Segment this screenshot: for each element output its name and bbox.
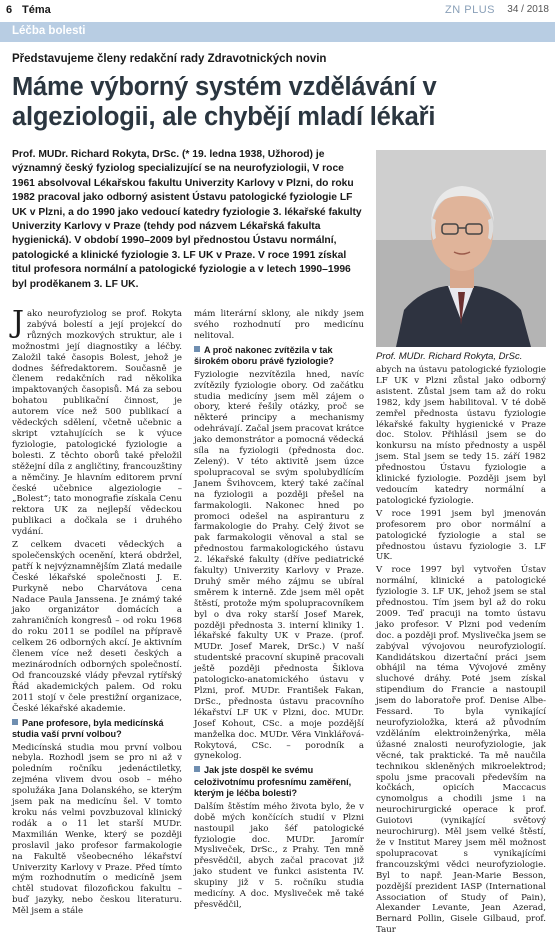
paragraph-text: ako neurofyziolog se prof. Rokyta zabývá bolestí a její projekcí do různých mozkových struktur, ale i možnostmi její diagnostiky a léčby. Založil také časopis Bolest, jehož je dodnes šéfredaktorem. Současně je členem redakčních rad několika impaktovaných časopisů. Má za sebou bohatou publikační činnost, je autorem více než 500 publikací a vědeckých sdělení, včetně učebnic a skript vztahujících se k výuce fyziologie, patologické fyziologie a bolesti. Z těchto oborů také přeložil stěžejní díla z angličtiny, francouzštiny a němčiny. Je hlavním editorem první české učebnice algeziologie – „Bolest“; tato monografie získala Cenu rektora UK za nejlepší vědeckou publikaci a dočkala se i druhého vydání. bbox=[12, 309, 182, 538]
paragraph: Z celkem dvaceti vědeckých a společenských ocenění, která obdržel, patří k nejvýznamnějším Zlatá medaile České lékařské společnosti J. E. Purkyně nebo Charvátova cena Nadace Paula Janssena. Je známý také jako organizátor domácích a zahraničních kongresů – od roku 1968 do roku 2011 se podílel na přípravě celkem 26 odborných akcí. Je aktivním členem více než deseti českých a mezinárodních odborných společností. Od francouzské vlády převzal rytířský Řád akademických palem. Od roku 2011 stojí v čele prestižní organizace, České lékařské akademie. bbox=[12, 540, 182, 714]
paragraph: mám literární sklony, ale nikdy jsem svého rozhodnutí pro medicínu nelitoval. bbox=[194, 309, 364, 341]
paragraph bbox=[12, 305, 182, 538]
square-bullet-icon bbox=[12, 719, 18, 725]
paragraph: Dalším štěstím mého života bylo, že v době mých končících studií v Plzni nastoupil jako šéf patologické fyziologie doc. MUDr. Jaromír Mysliveček, DrSc., z Prahy. Ten mně přesvědčil, abych začal pracovat již jako student ve funkci asistenta IV. skupiny již v 5. ročníku studia medicíny. A doc. Mysliveček mě také přesvědčil, bbox=[194, 801, 364, 910]
portrait-illustration bbox=[376, 150, 546, 347]
paragraph: abych na ústavu patologické fyziologie LF UK v Plzni zůstal jako odborný asistent. Zůstal jsem tam až do roku 1982, kdy jsem habilitoval. V té době zemřel přednosta ústavu fyziologie lékařské fakulty hygienické v Praze doc. Stolov. Přihlásil jsem se do konkursu na místo přednosty a uspěl jsem. Stal jsem se tedy 15. září 1982 přednostou Ústavu fyziologie a klinické fyziologie. Později jsem byl vedoucím katedry normální a patologické fyziologie. bbox=[376, 365, 546, 506]
page-number: 6 bbox=[6, 4, 13, 16]
photo-caption: Prof. MUDr. Richard Rokyta, DrSc. bbox=[376, 351, 523, 362]
paragraph: Medicínská studia mou první volbou nebyla. Rozhodl jsem se pro ni až v poledním ročníku jedenáctiletky, zejména vlivem dvou osob – mého spolužáka Jana Dolanského, se kterým jsem pak na medicínu šel. V tomto kroku nás velmi povzbuzoval klinický rodák a o 11 let starší MUDr. Maxmilián Wenke, který se později proslavil jako profesor farmakologie na Fakultě všeobecného lékařství Univerzity Karlovy v Praze. Před tímto mým rozhodnutím o medicíně jsem chtěl studovat filozofickou fakultu – buď jazyky, nebo českou literaturu. Měl jsem a stále bbox=[12, 742, 182, 917]
article-column-2 bbox=[194, 309, 364, 910]
question-text: Pane profesore, byla medicínská studia vaší první volbou? bbox=[12, 717, 164, 740]
interview-question bbox=[12, 718, 182, 741]
question-text: Jak jste dospěl ke svému celoživotnímu profesnímu zaměření, kterým je léčba bolesti? bbox=[194, 765, 352, 799]
article-column-3 bbox=[376, 365, 546, 936]
rubric-bar bbox=[0, 22, 555, 42]
paragraph: V roce 1991 jsem byl jmenován profesorem pro obor normální a patologické fyziologie a stal se přednostou ústavu fyziologie 3. LF UK. bbox=[376, 508, 546, 563]
paragraph: Fyziologie nezvítězila hned, navíc zvítězily fyziologie obory. Od začátku studia medicíny jsem měl zájem o obory, které řešily otázky, proč se některé principy a mechanismy odehrávají. Začal jsem pracovat krátce jako demonstrátor a pomocná vědecká síla na fyziologii (přednosta doc. Zelený). V této aktivitě jsem úzce spolupracoval se svým spolubydlícím Janem Švihovcem, který také začínal na fyziologii a později přešel na farmakologii. Nakonec hned po promoci odešel na aspiranturu z farmakologie do Prahy. Celý život se pak farmakologii věnoval a stal se přednostou farmakologického ústavu 2. lékařské fakulty (dříve pediatrické fakulty) Univerzity Karlovy v Praze. Druhý směr mého zájmu se ubíral směrem k interně. Zde jsem měl opět štěstí, protože mým spolupracovníkem byl o dva roky starší Josef Marek, později přednosta 3. interní kliniky 1. lékařské fakulty UK v Praze. (prof. MUDr. Josef Marek, DrSc.) V naší studentské pracovní skupině pracovali ještě později přednosta Šiklova patologicko-anatomického ústavu v Plzni, prof. MUDr. František Fakan, DrSc., přednosta ústavu pracovního lékařství LF UK v Plzni, doc. MUDr. Josef Kohout, CSc. a moje pozdější manželka doc. MUDr. Věra Vinklářová-Rokytová, CSc. – porodník a gynekolog. bbox=[194, 369, 364, 762]
magazine-name: ZN PLUS bbox=[445, 4, 495, 16]
drop-cap: J bbox=[12, 305, 25, 340]
interview-question bbox=[194, 345, 364, 368]
paragraph: V roce 1997 byl vytvořen Ústav normální, klinické a patologické fyziologie 3. LF UK, jehož jsem se stal přednostou. Tím jsem byl až do roku 2009. Teď pracuji na tomto ústavu jako profesor. V Plzni pod vedením doc. a později prof. Myslivečka jsem se zabýval vývojovou neurofyziologií. Kandidátskou dizertační práci jsem obhájil na téma Vývojové změny sluchové dráhy. Poté jsem získal stipendium do Francie a nastoupil jsem do laboratoře prof. Denise Albe-Fessard. To byla vynikající neurofyzioložka, která až původním vzděláním elektroinženýrka, měla úžasné znalosti neurofyziologie, jak věcné, tak praktické. Ta mě naučila technikou skleněných mikroelektrod; spolu jsme pracovali především na kočkách, opicích Maccacus cynomolgus a chodili jsme i na neurochirurgické operace k prof. Guiotovi (vynikající světový neurochirurg). Měl jsem velké štěstí, že v Institut Marey jsem měl možnost spolupracovat s vynikajícími francouzskými vědci neurofyziologie. Byl to např. Jean-Marie Besson, pozdější prezident IASP (International Association of Study of Pain), Alexander Levante, Jean Azerad, Bernard Pollin, Gisele Gilbaud, prof. Taur bbox=[376, 565, 546, 936]
interview-question bbox=[194, 765, 364, 800]
issue-number: 34 / 2018 bbox=[507, 4, 549, 15]
headline: Máme výborný systém vzdělávání v algeziologii, ale chybějí mladí lékaři bbox=[12, 73, 437, 131]
square-bullet-icon bbox=[194, 766, 200, 772]
rubric-label: Léčba bolesti bbox=[12, 25, 86, 37]
page-header bbox=[0, 0, 555, 20]
section-name: Téma bbox=[22, 4, 51, 16]
square-bullet-icon bbox=[194, 346, 200, 352]
question-text: A proč nakonec zvítězila v tak širokém oboru právě fyziologie? bbox=[194, 344, 334, 367]
kicker: Představujeme členy redakční rady Zdravotnických novin bbox=[12, 53, 327, 65]
portrait-photo bbox=[376, 150, 546, 347]
lead-paragraph: Prof. MUDr. Richard Rokyta, DrSc. (* 19. ledna 1938, Užhorod) je významný český fyziolog specializující se na neurofyziologii, V roce 1961 absolvoval Lékařskou fakultu Univerzity Karlovy v Plzni, do roku 1982 pracoval jako odborný asistent Ústavu patologické fyziologie LF UK v Plzni, a do 1990 jako vedoucí katedry fyziologie 3. lékařské fakulty Univerzity Karlovy v Praze (tehdy pod názvem Lékařská fakulta hygienická). V období 1990–2009 byl přednostou Ústavu normální, patologické a klinické fyziologie 3. LF UK v Praze. V roce 1991 získal titul profesora normální a patologické fyziologie a v letech 1990–1996 byl proděkanem 3. LF UK. bbox=[12, 149, 362, 290]
article-column-1 bbox=[12, 305, 182, 917]
